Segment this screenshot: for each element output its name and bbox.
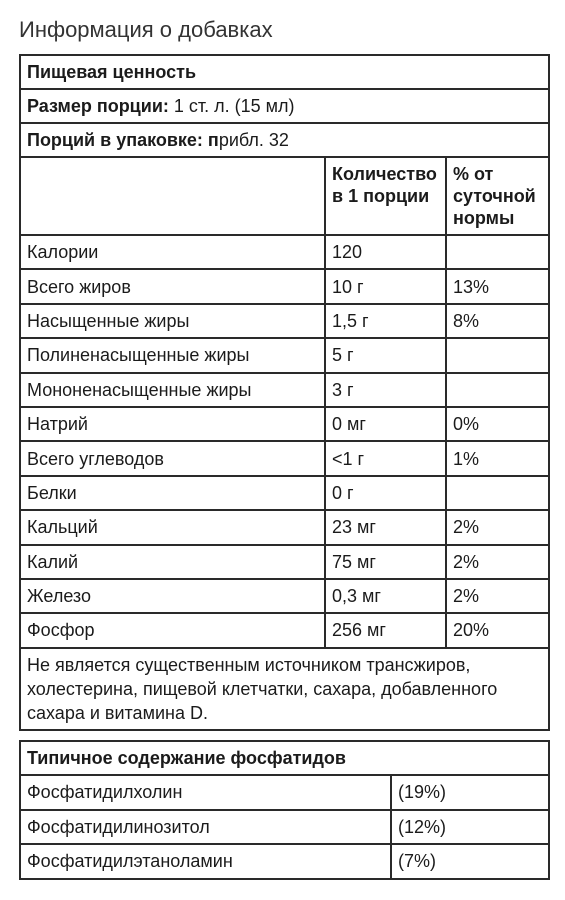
nutrient-amount: 0,3 мг bbox=[325, 579, 446, 613]
serving-size-label: Размер порции: bbox=[27, 96, 169, 116]
nutrient-row bbox=[20, 545, 549, 579]
servings-per-container-row bbox=[20, 123, 549, 157]
nutrient-row bbox=[20, 235, 549, 269]
page-title: Информация о добавках bbox=[19, 17, 273, 42]
nutrient-name: Всего жиров bbox=[20, 269, 325, 303]
nutrition-facts-table bbox=[19, 54, 550, 731]
servings-label: Порций в упаковке: п bbox=[27, 130, 219, 150]
phosphatide-value: (12%) bbox=[391, 810, 549, 845]
nutrient-name: Фосфор bbox=[20, 613, 325, 647]
nutrient-daily-value: 2% bbox=[446, 545, 549, 579]
nutrition-heading: Пищевая ценность bbox=[20, 55, 549, 89]
nutrient-row bbox=[20, 338, 549, 372]
nutrient-row bbox=[20, 373, 549, 407]
phosphatide-name: Фосфатидилхолин bbox=[20, 775, 391, 810]
nutrient-daily-value: 8% bbox=[446, 304, 549, 338]
phosphatides-table bbox=[19, 740, 550, 880]
nutrient-daily-value: 13% bbox=[446, 269, 549, 303]
nutrient-name: Мононенасыщенные жиры bbox=[20, 373, 325, 407]
nutrient-amount: 75 мг bbox=[325, 545, 446, 579]
serving-size-row bbox=[20, 89, 549, 123]
phosphatides-heading-row bbox=[20, 741, 549, 775]
phosphatide-value: (7%) bbox=[391, 844, 549, 879]
column-header-amount: Количество в 1 порции bbox=[325, 157, 446, 235]
nutrition-heading-row bbox=[20, 55, 549, 89]
nutrient-name: Натрий bbox=[20, 407, 325, 441]
nutrient-amount: 1,5 г bbox=[325, 304, 446, 338]
nutrient-name: Насыщенные жиры bbox=[20, 304, 325, 338]
nutrient-amount: 5 г bbox=[325, 338, 446, 372]
nutrient-amount: 256 мг bbox=[325, 613, 446, 647]
nutrient-row bbox=[20, 579, 549, 613]
nutrient-amount: <1 г bbox=[325, 441, 446, 475]
column-header-daily-value: % от суточной нормы bbox=[446, 157, 549, 235]
phosphatide-row bbox=[20, 775, 549, 810]
nutrient-amount: 120 bbox=[325, 235, 446, 269]
phosphatide-value: (19%) bbox=[391, 775, 549, 810]
serving-size-value: 1 ст. л. (15 мл) bbox=[168, 96, 295, 116]
phosphatides-heading: Типичное содержание фосфатидов bbox=[20, 741, 549, 775]
nutrient-amount: 3 г bbox=[325, 373, 446, 407]
nutrient-row bbox=[20, 441, 549, 475]
servings-per-container bbox=[20, 123, 549, 157]
nutrient-daily-value: 2% bbox=[446, 579, 549, 613]
serving-size bbox=[20, 89, 549, 123]
nutrient-amount: 0 г bbox=[325, 476, 446, 510]
nutrient-row bbox=[20, 304, 549, 338]
nutrient-name: Калории bbox=[20, 235, 325, 269]
servings-value: рибл. 32 bbox=[218, 130, 289, 150]
phosphatide-row bbox=[20, 844, 549, 879]
nutrition-note: Не является существенным источником трансжиров, холестерина, пищевой клетчатки, сахара, добавленного сахара и витамина D. bbox=[20, 648, 549, 730]
nutrient-daily-value bbox=[446, 476, 549, 510]
nutrient-name: Полиненасыщенные жиры bbox=[20, 338, 325, 372]
column-header-row bbox=[20, 157, 549, 235]
nutrient-amount: 0 мг bbox=[325, 407, 446, 441]
nutrient-daily-value bbox=[446, 373, 549, 407]
phosphatide-row bbox=[20, 810, 549, 845]
nutrient-daily-value: 0% bbox=[446, 407, 549, 441]
phosphatide-name: Фосфатидилэтаноламин bbox=[20, 844, 391, 879]
nutrient-row bbox=[20, 269, 549, 303]
nutrient-row bbox=[20, 613, 549, 647]
nutrient-name: Всего углеводов bbox=[20, 441, 325, 475]
nutrient-row bbox=[20, 407, 549, 441]
nutrient-daily-value bbox=[446, 338, 549, 372]
nutrient-row bbox=[20, 476, 549, 510]
column-header-empty bbox=[20, 157, 325, 235]
nutrient-amount: 10 г bbox=[325, 269, 446, 303]
phosphatide-name: Фосфатидилинозитол bbox=[20, 810, 391, 845]
note-row bbox=[20, 648, 549, 730]
nutrient-daily-value: 1% bbox=[446, 441, 549, 475]
nutrient-name: Кальций bbox=[20, 510, 325, 544]
nutrient-row bbox=[20, 510, 549, 544]
nutrient-daily-value: 20% bbox=[446, 613, 549, 647]
nutrient-name: Белки bbox=[20, 476, 325, 510]
nutrient-daily-value: 2% bbox=[446, 510, 549, 544]
nutrient-name: Калий bbox=[20, 545, 325, 579]
nutrient-amount: 23 мг bbox=[325, 510, 446, 544]
nutrient-name: Железо bbox=[20, 579, 325, 613]
nutrient-daily-value bbox=[446, 235, 549, 269]
